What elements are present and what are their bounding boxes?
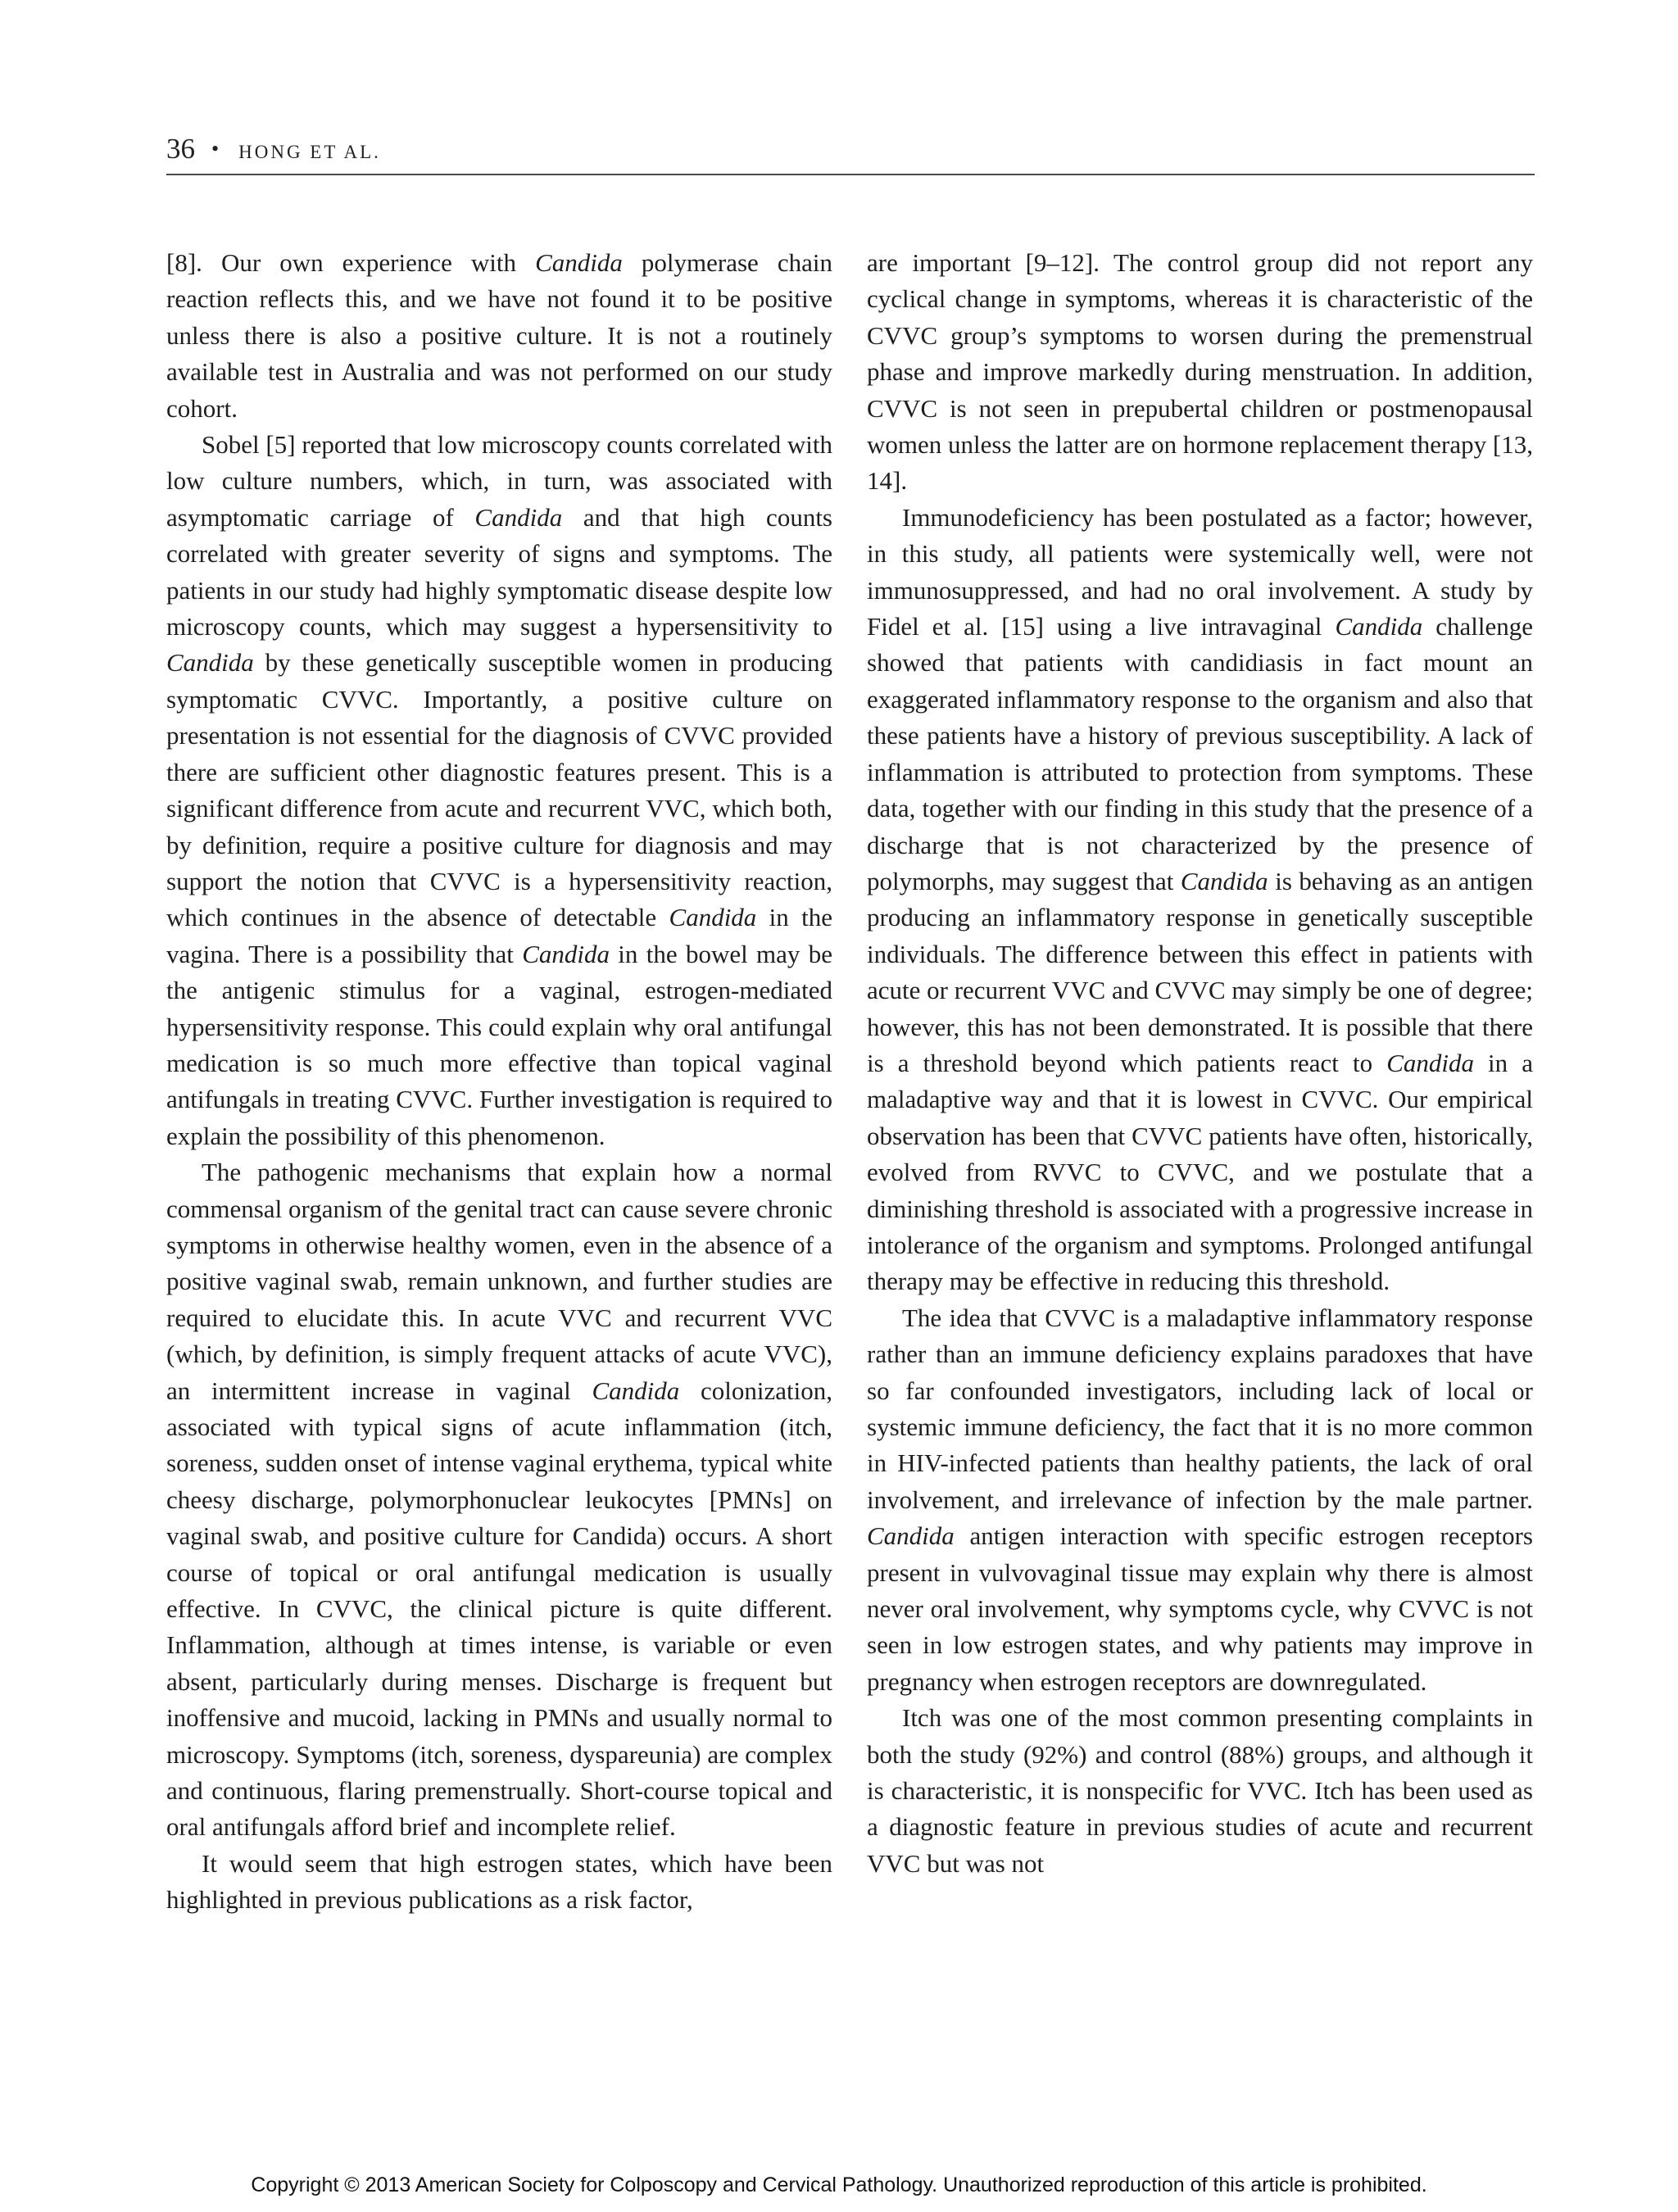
paragraph: are important [9–12]. The control group did not report any cyclical change in symptoms, whereas it is characteristic of the CVVC group’s symptoms to worsen during the premenstrual phase and improve markedly during menstruation. In addition, CVVC is not seen in prepubertal children or postmenopausal women unless the latter are on hormone replacement therapy [13, 14].	[867, 248, 1533, 496]
page-number: 36	[166, 133, 195, 165]
running-head-authors: HONG ET AL.	[238, 142, 381, 162]
italic-term: Candida	[522, 939, 610, 968]
paragraph: [8]. Our own experience with Candida polymerase chain reaction reflects this, and we have not found it to be positive unless there is also a positive culture. It is not a routinely available test in Australia and was not performed on our study cohort.	[166, 248, 832, 423]
right-column	[867, 245, 1533, 1882]
italic-term: Candida	[1180, 866, 1268, 895]
paragraph: The pathogenic mechanisms that explain how a normal commensal organism of the genital tract can cause severe chronic symptoms in otherwise healthy women, even in the absence of a positive vaginal swab, remain unknown, and further studies are required to elucidate this. In acute VVC and recurrent VVC (which, by definition, is simply frequent attacks of acute VVC), an intermittent increase in vaginal Candida colonization, associated with typical signs of acute inflammation (itch, soreness, sudden onset of intense vaginal erythema, typical white cheesy discharge, polymorphonuclear leukocytes [PMNs] on vaginal swab, and positive culture for Candida) occurs. A short course of topical or oral antifungal medication is usually effective. In CVVC, the clinical picture is quite different. Inflammation, although at times intense, is variable or even absent, particularly during menses. Discharge is frequent but inoffensive and mucoid, lacking in PMNs and usually normal to microscopy. Symptoms (itch, soreness, dyspareunia) are complex and continuous, flaring premenstrually. Short-course topical and oral antifungals afford brief and incomplete relief.	[166, 1158, 832, 1842]
paragraph: Sobel [5] reported that low microscopy counts correlated with low culture numbers, which, in turn, was associated with asymptomatic carriage of Candida and that high counts correlated with greater severity of signs and symptoms. The patients in our study had highly symptomatic disease despite low microscopy counts, which may suggest a hypersensitivity to Candida by these genetically susceptible women in producing symptomatic CVVC. Importantly, a positive culture on presentation is not essential for the diagnosis of CVVC provided there are sufficient other diagnostic features present. This is a significant difference from acute and recurrent VVC, which both, by definition, require a positive culture for diagnosis and may support the notion that CVVC is a hypersensitivity reaction, which continues in the absence of detectable Candida in the vagina. There is a possibility that Candida in the bowel may be the antigenic stimulus for a vaginal, estrogen-mediated hypersensitivity response. This could explain why oral antifungal medication is so much more effective than topical vaginal antifungals in treating CVVC. Further investigation is required to explain the possibility of this phenomenon.	[166, 430, 832, 1150]
copyright-notice: Copyright © 2013 American Society for Colposcopy and Cervical Pathology. Unauthorized reproduction of this article is prohibited.	[251, 2173, 1427, 2196]
paragraph: Itch was one of the most common presenting complaints in both the study (92%) and control (88%) groups, and although it is characteristic, it is nonspecific for VVC. Itch has been used as a diagnostic feature in previous studies of acute and recurrent VVC but was not	[867, 1703, 1533, 1878]
header-rule	[166, 174, 1535, 175]
header-bullet: •	[211, 137, 220, 161]
paragraph: Immunodeficiency has been postulated as a factor; however, in this study, all patients were systemically well, were not immunosuppressed, and had no oral involvement. A study by Fidel et al. [15] using a live intravaginal Candida challenge showed that patients with candidiasis in fact mount an exaggerated inflammatory response to the organism and also that these patients have a history of previous susceptibility. A lack of inflammation is attributed to protection from symptoms. These data, together with our finding in this study that the presence of a discharge that is not characterized by the presence of polymorphs, may suggest that Candida is behaving as an antigen producing an inflammatory response in genetically susceptible individuals. The difference between this effect in patients with acute or recurrent VVC and CVVC may simply be one of degree; however, this has not been demonstrated. It is possible that there is a threshold beyond which patients react to Candida in a maladaptive way and that it is lowest in CVVC. Our empirical observation has been that CVVC patients have often, historically, evolved from RVVC to CVVC, and we postulate that a diminishing threshold is associated with a progressive increase in intolerance of the organism and symptoms. Prolonged antifungal therapy may be effective in reducing this threshold.	[867, 502, 1534, 1296]
italic-term: Candida	[535, 248, 623, 277]
left-column	[166, 245, 832, 1919]
italic-term: Candida	[1335, 612, 1423, 641]
paragraph: The idea that CVVC is a maladaptive inflammatory response rather than an immune deficiency explains paradoxes that have so far confounded investigators, including lack of local or systemic immune deficiency, the fact that it is no more common in HIV-infected patients than healthy patients, the lack of oral involvement, and irrelevance of infection by the male partner. Candida antigen interaction with specific estrogen receptors present in vulvovaginal tissue may explain why there is almost never oral involvement, why symptoms cycle, why CVVC is not seen in low estrogen states, and why patients may improve in pregnancy when estrogen receptors are downregulated.	[867, 1303, 1533, 1696]
italic-term: Candida	[867, 1521, 955, 1551]
italic-term: Candida	[474, 502, 563, 532]
running-head	[166, 133, 381, 169]
italic-term: Candida	[1386, 1048, 1474, 1077]
italic-term: Candida	[166, 648, 254, 678]
italic-term: Candida	[669, 903, 757, 932]
paragraph: It would seem that high estrogen states, which have been highlighted in previous publications as a risk factor,	[166, 1848, 832, 1915]
italic-term: Candida	[592, 1376, 680, 1405]
